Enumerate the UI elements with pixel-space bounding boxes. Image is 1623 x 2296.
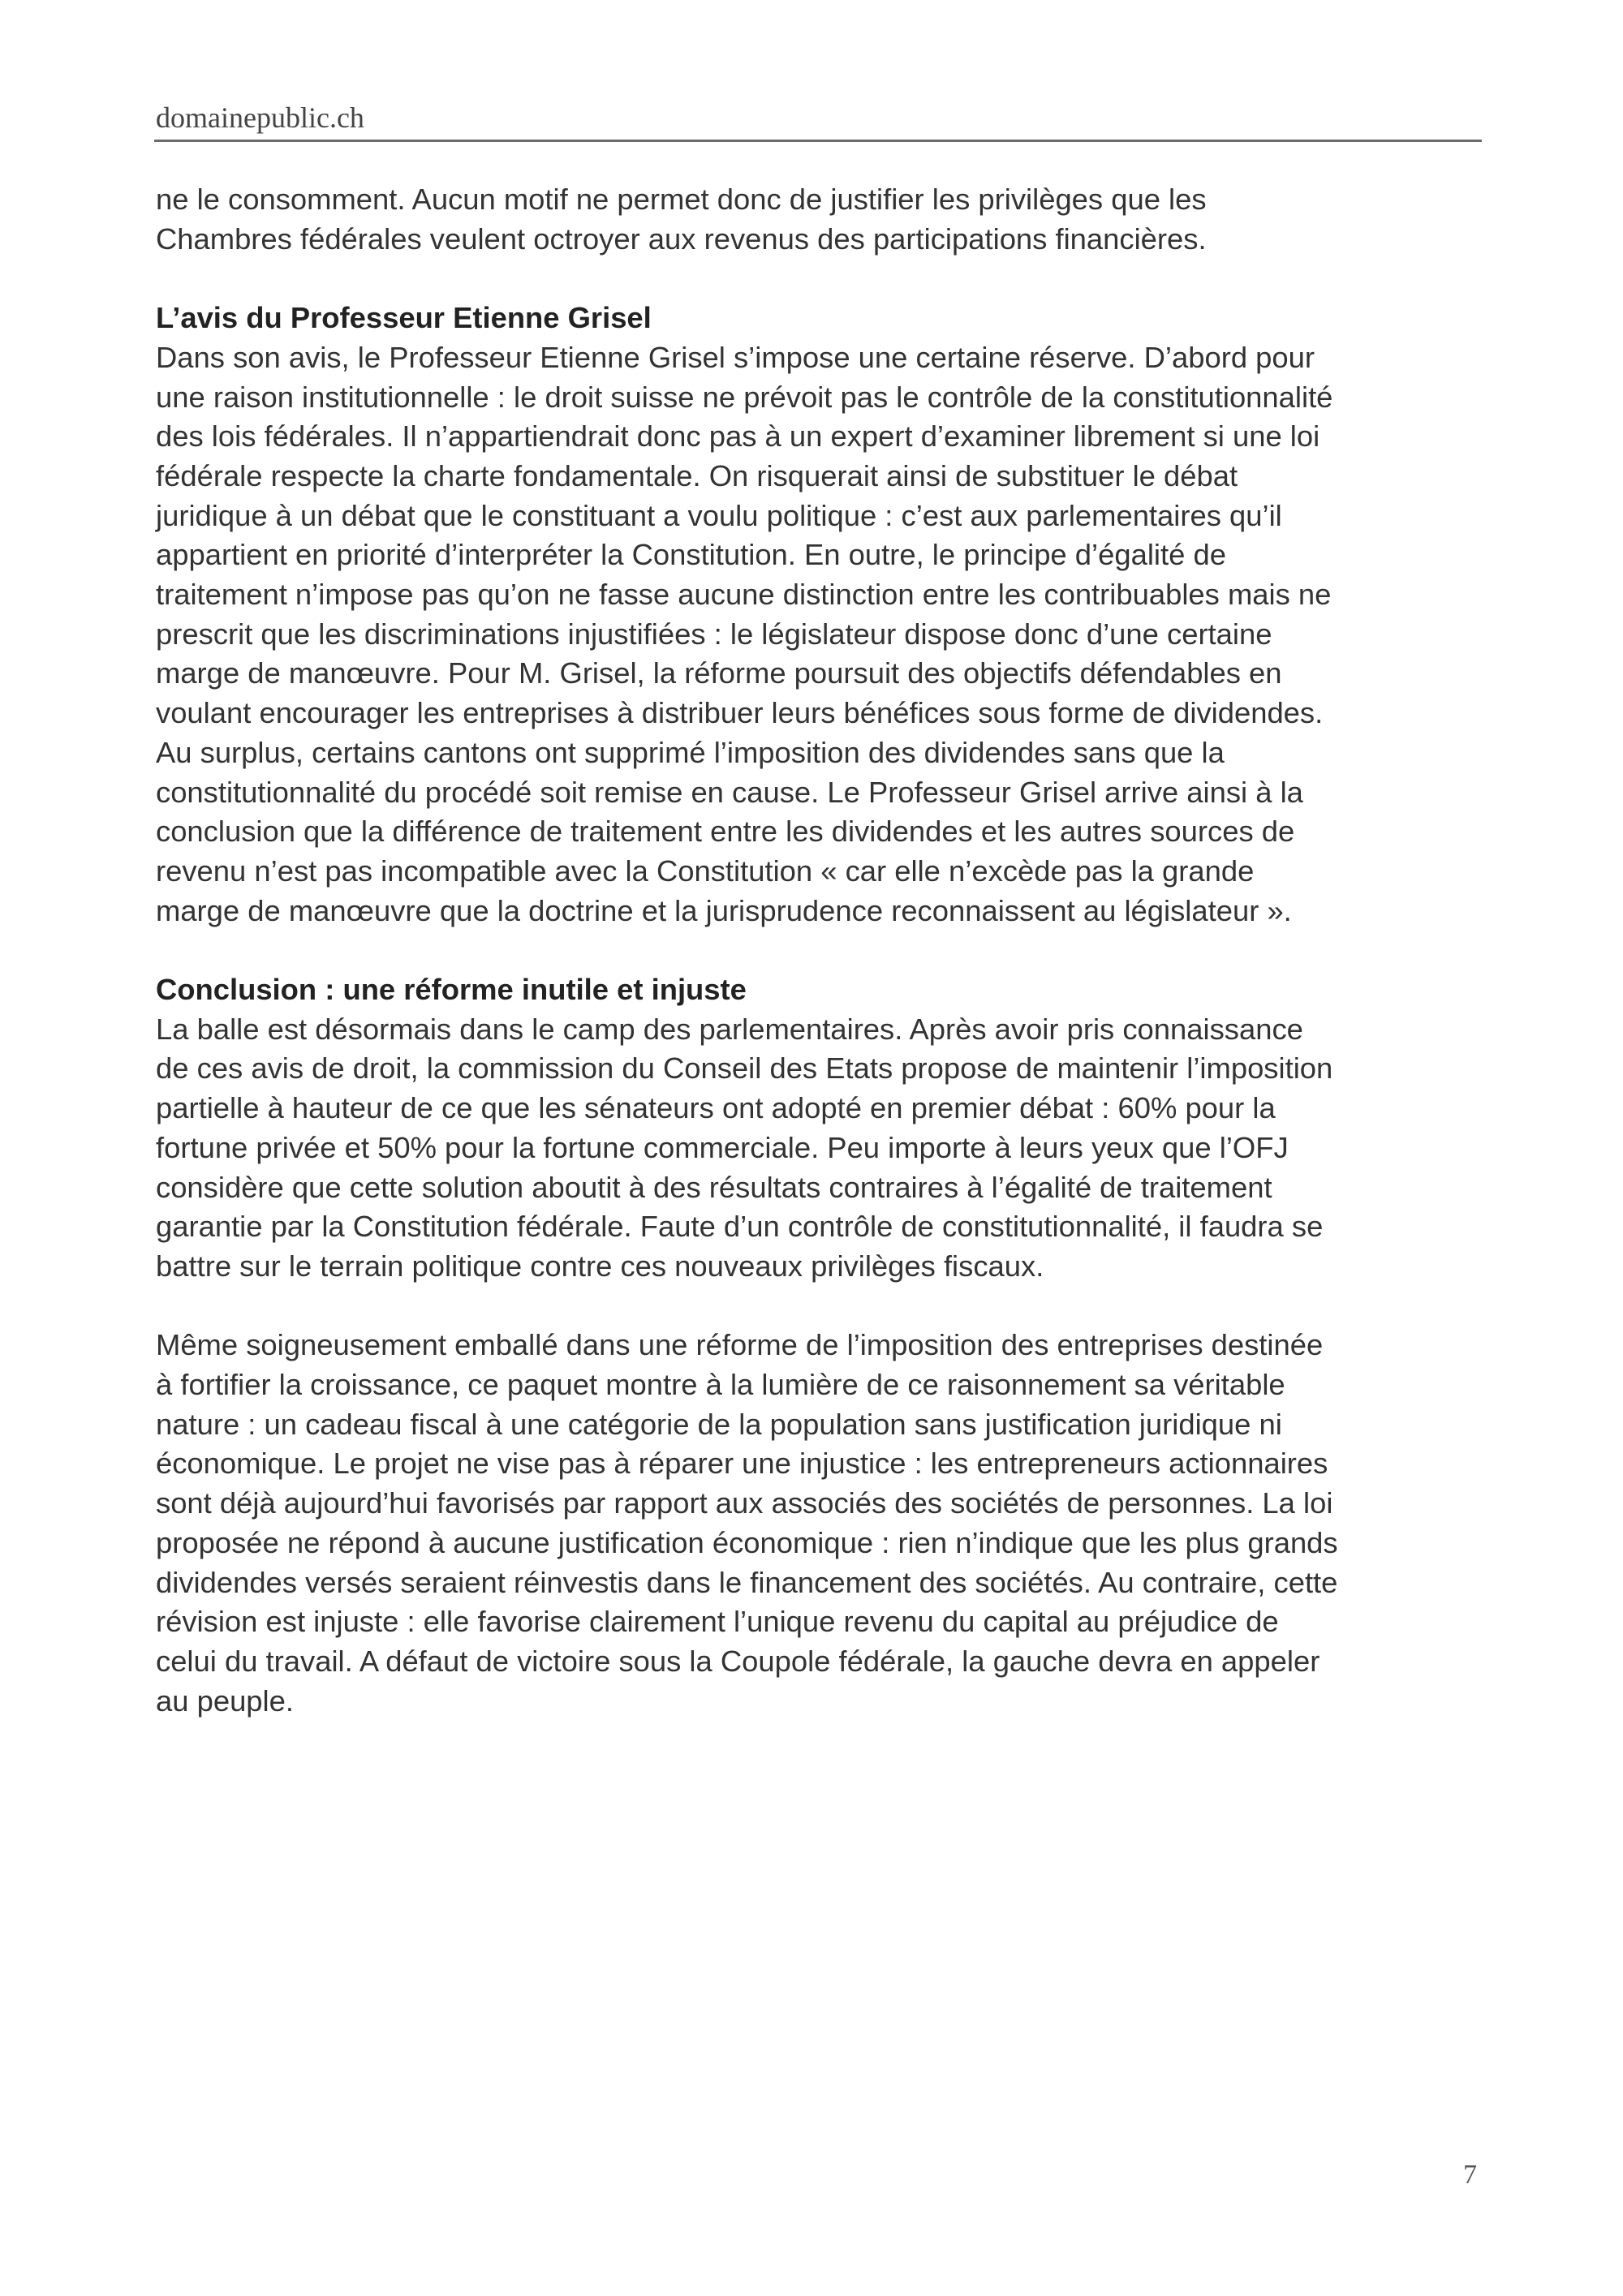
paragraph-final — [156, 1326, 1479, 1721]
running-header — [154, 96, 1482, 142]
text-line: de ces avis de droit, la commission du Conseil des Etats propose de maintenir l’imposition — [156, 1051, 1333, 1086]
text-line: Chambres fédérales veulent octroyer aux revenus des participations financières. — [156, 221, 1207, 256]
text-line: nature : un cadeau fiscal à une catégorie de la population sans justification juridique ni — [156, 1407, 1282, 1441]
text-line: partielle à hauteur de ce que les sénateurs ont adopté en premier débat : 60% pour la — [156, 1091, 1276, 1125]
text-line: juridique à un débat que le constituant a voulu politique : c’est aux parlementaires qu’il — [156, 498, 1282, 532]
header-site-name: domainepublic.ch — [156, 101, 364, 134]
text-line: appartient en priorité d’interpréter la Constitution. En outre, le principe d’égalité de — [156, 538, 1226, 572]
text-line: prescrit que les discriminations injustifiées : le législateur dispose donc d’une certaine — [156, 617, 1272, 651]
text-line: une raison institutionnelle : le droit suisse ne prévoit pas le contrôle de la constitutionnalité — [156, 380, 1333, 414]
section-heading-conclusion: Conclusion : une réforme inutile et injuste — [156, 973, 747, 1007]
text-line: conclusion que la différence de traitement entre les dividendes et les autres sources de — [156, 815, 1295, 849]
article-body — [156, 180, 1479, 1721]
text-line: sont déjà aujourd’hui favorisés par rapport aux associés des sociétés de personnes. La loi — [156, 1486, 1333, 1520]
section-heading-grisel: L’avis du Professeur Etienne Grisel — [156, 301, 652, 335]
text-line: fédérale respecte la charte fondamentale. On risquerait ainsi de substituer le débat — [156, 458, 1238, 492]
text-line: considère que cette solution aboutit à des résultats contraires à l’égalité de traitement — [156, 1170, 1272, 1204]
text-line: traitement n’impose pas qu’on ne fasse aucune distinction entre les contribuables mais ne — [156, 578, 1332, 612]
paragraph-spacer — [156, 931, 1479, 970]
text-line: économique. Le projet ne vise pas à réparer une injustice : les entrepreneurs actionnaires — [156, 1447, 1328, 1481]
text-line: des lois fédérales. Il n’appartiendrait donc pas à un expert d’examiner librement si une loi — [156, 419, 1320, 454]
text-line: garantie par la Constitution fédérale. Faute d’un contrôle de constitutionnalité, il faudra se — [156, 1210, 1324, 1244]
text-line: revenu n’est pas incompatible avec la Constitution « car elle n’excède pas la grande — [156, 853, 1255, 888]
text-line: voulant encourager les entreprises à distribuer leurs bénéfices sous forme de dividendes. — [156, 696, 1324, 730]
text-line: constitutionnalité du procédé soit remise en cause. Le Professeur Grisel arrive ainsi à la — [156, 775, 1303, 809]
text-line: Dans son avis, le Professeur Etienne Grisel s’impose une certaine réserve. D’abord pour — [156, 340, 1315, 374]
text-line: La balle est désormais dans le camp des parlementaires. Après avoir pris connaissance — [156, 1012, 1303, 1046]
text-line: fortune privée et 50% pour la fortune commerciale. Peu importe à leurs yeux que l’OFJ — [156, 1130, 1289, 1164]
text-line: battre sur le terrain politique contre ces nouveaux privilèges fiscaux. — [156, 1249, 1044, 1283]
text-line: au peuple. — [156, 1683, 294, 1718]
paragraph-intro — [156, 180, 1479, 259]
text-line: marge de manœuvre. Pour M. Grisel, la réforme poursuit des objectifs défendables en — [156, 656, 1282, 690]
text-line: révision est injuste : elle favorise clairement l’unique revenu du capital au préjudice de — [156, 1605, 1279, 1639]
text-line: celui du travail. A défaut de victoire sous la Coupole fédérale, la gauche devra en appeler — [156, 1644, 1320, 1678]
text-line: dividendes versés seraient réinvestis dans le financement des sociétés. Au contraire, cette — [156, 1565, 1338, 1599]
text-line: proposée ne répond à aucune justification économique : rien n’indique que les plus grands — [156, 1525, 1338, 1559]
text-line: Même soigneusement emballé dans une réforme de l’imposition des entreprises destinée — [156, 1328, 1324, 1362]
text-line: marge de manœuvre que la doctrine et la jurisprudence reconnaissent au législateur ». — [156, 893, 1292, 927]
paragraph-spacer — [156, 259, 1479, 299]
paragraph-grisel — [156, 338, 1479, 931]
text-line: à fortifier la croissance, ce paquet montre à la lumière de ce raisonnement sa véritable — [156, 1368, 1285, 1402]
paragraph-conclusion — [156, 1010, 1479, 1287]
text-line: ne le consomment. Aucun motif ne permet donc de justifier les privilèges que les — [156, 183, 1207, 216]
page-number: 7 — [1463, 2160, 1477, 2190]
paragraph-spacer — [156, 1287, 1479, 1326]
text-line: Au surplus, certains cantons ont supprimé l’imposition des dividendes sans que la — [156, 735, 1225, 769]
